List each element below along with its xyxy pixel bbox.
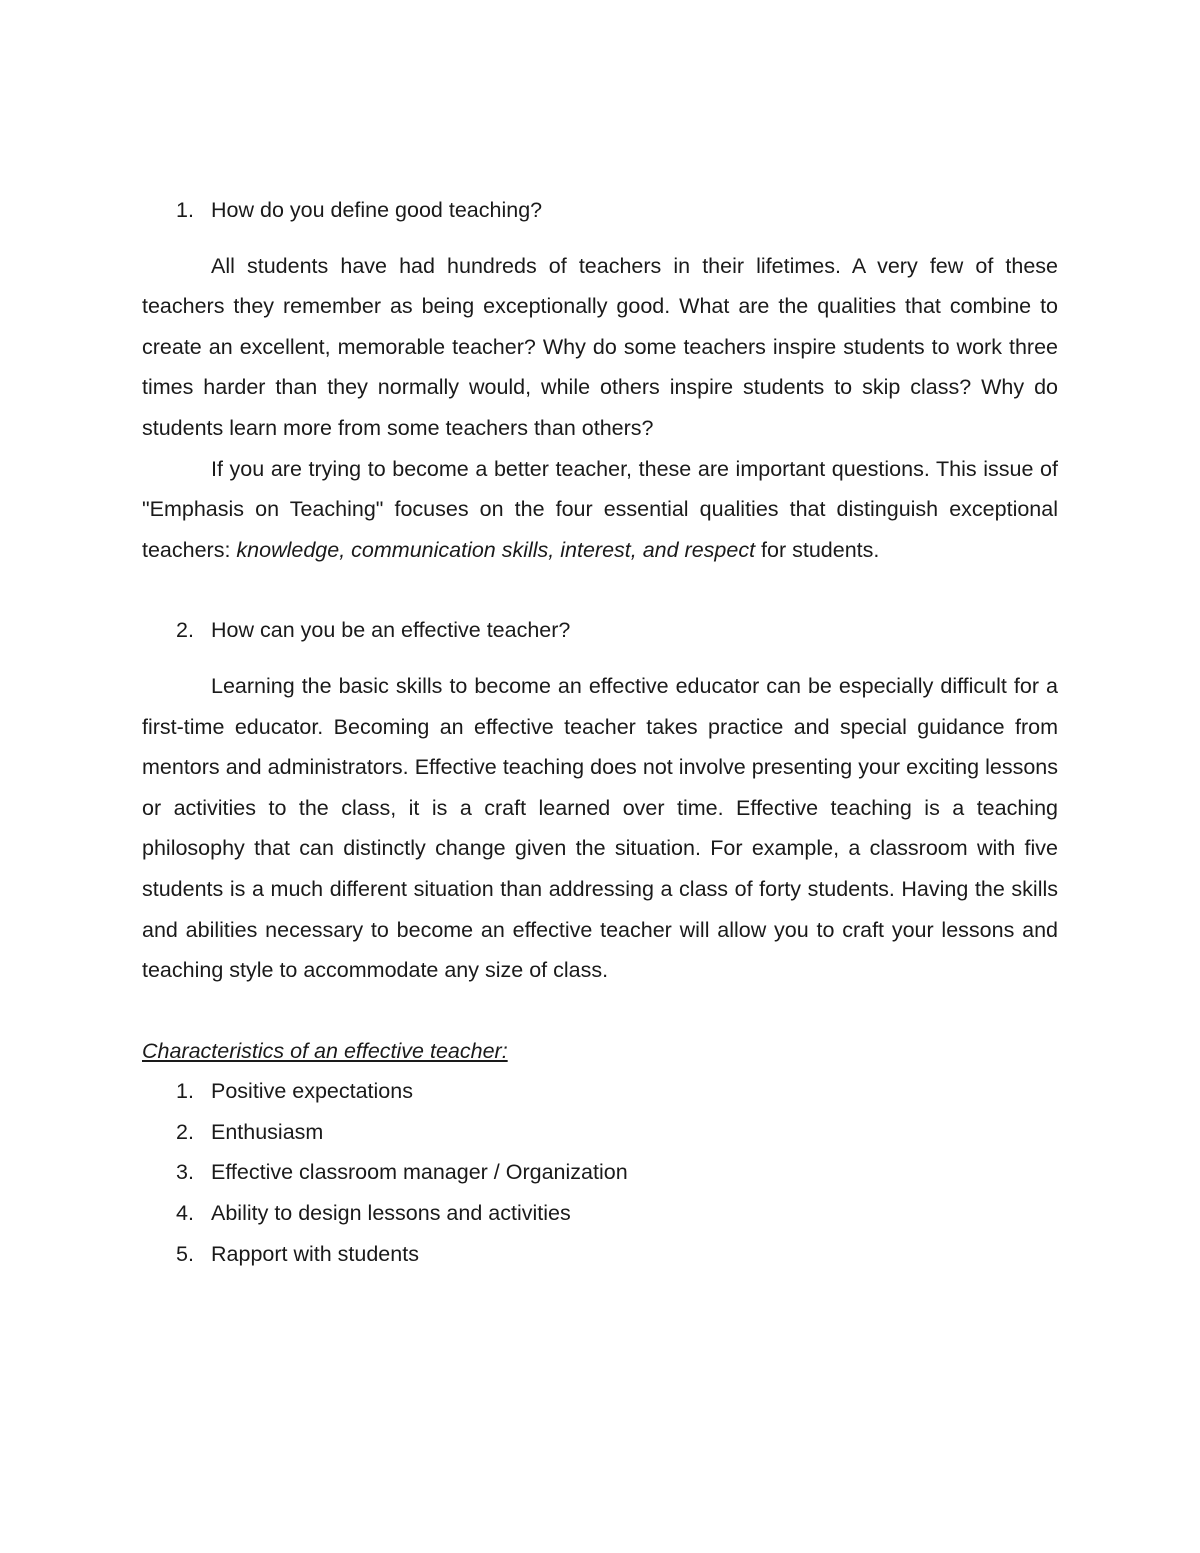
list-text: Enthusiasm [211,1119,324,1144]
list-text: Ability to design lessons and activities [211,1201,571,1226]
key-qualities-italic: knowledge, communication skills, interest, and respect [236,537,756,562]
spacer [142,991,1058,1031]
question-title: How do you define good teaching? [211,198,543,222]
list-text: Rapport with students [211,1241,419,1266]
paragraph-text: for students. [755,537,880,562]
paragraph-text: If you are trying to become a better teacher, these are important questions. This issue of "Emphasis on Teaching" focuses on the four essential qualities that distinguish exceptional teachers: [142,456,1058,562]
list-text: Effective classroom manager / Organization [211,1160,628,1185]
document-body [142,190,1058,1274]
list-item [142,1193,1058,1234]
answer-1-paragraph-1: All students have had hundreds of teachers in their lifetimes. A very few of these teachers they remember as being exceptionally good. What are the qualities that combine to create an excellent, memorable teacher? Why do some teachers inspire students to work three times harder than they normally would, while others inspire students to skip class? Why do students learn more from some teachers than others? [142,253,1058,440]
list-number: 4. [176,1201,194,1226]
characteristics-title: Characteristics of an effective teacher: [142,1038,508,1063]
question-number: 2. [176,618,194,643]
list-number: 2. [176,1119,194,1144]
list-item [142,1112,1058,1153]
list-item [142,1152,1058,1193]
question-1-heading [142,190,1058,231]
spacer [142,651,1058,666]
question-title: How can you be an effective teacher? [211,618,571,643]
answer-2-paragraph-1: Learning the basic skills to become an effective educator can be especially difficult for a first-time educator. Becoming an effective teacher takes practice and special guidance from mentors and administrators. Effective teaching does not involve presenting your exciting lessons or activities to the class, it is a craft learned over time. Effective teaching is a teaching philosophy that can distinctly change given the situation. For example, a classroom with five students is a much different situation than addressing a class of forty students. Having the skills and abilities necessary to become an effective teacher will allow you to craft your lessons and teaching style to accommodate any size of class. [142,673,1058,983]
list-number: 1. [176,1079,194,1104]
answer-1-paragraph-2 [142,449,1058,571]
question-2-heading [142,610,1058,651]
question-number: 1. [176,198,194,222]
spacer [142,231,1058,246]
list-item [142,1234,1058,1275]
list-number: 3. [176,1160,194,1185]
list-number: 5. [176,1241,194,1266]
characteristics-list [142,1071,1058,1274]
list-text: Positive expectations [211,1079,413,1104]
spacer [142,570,1058,610]
list-item [142,1071,1058,1112]
